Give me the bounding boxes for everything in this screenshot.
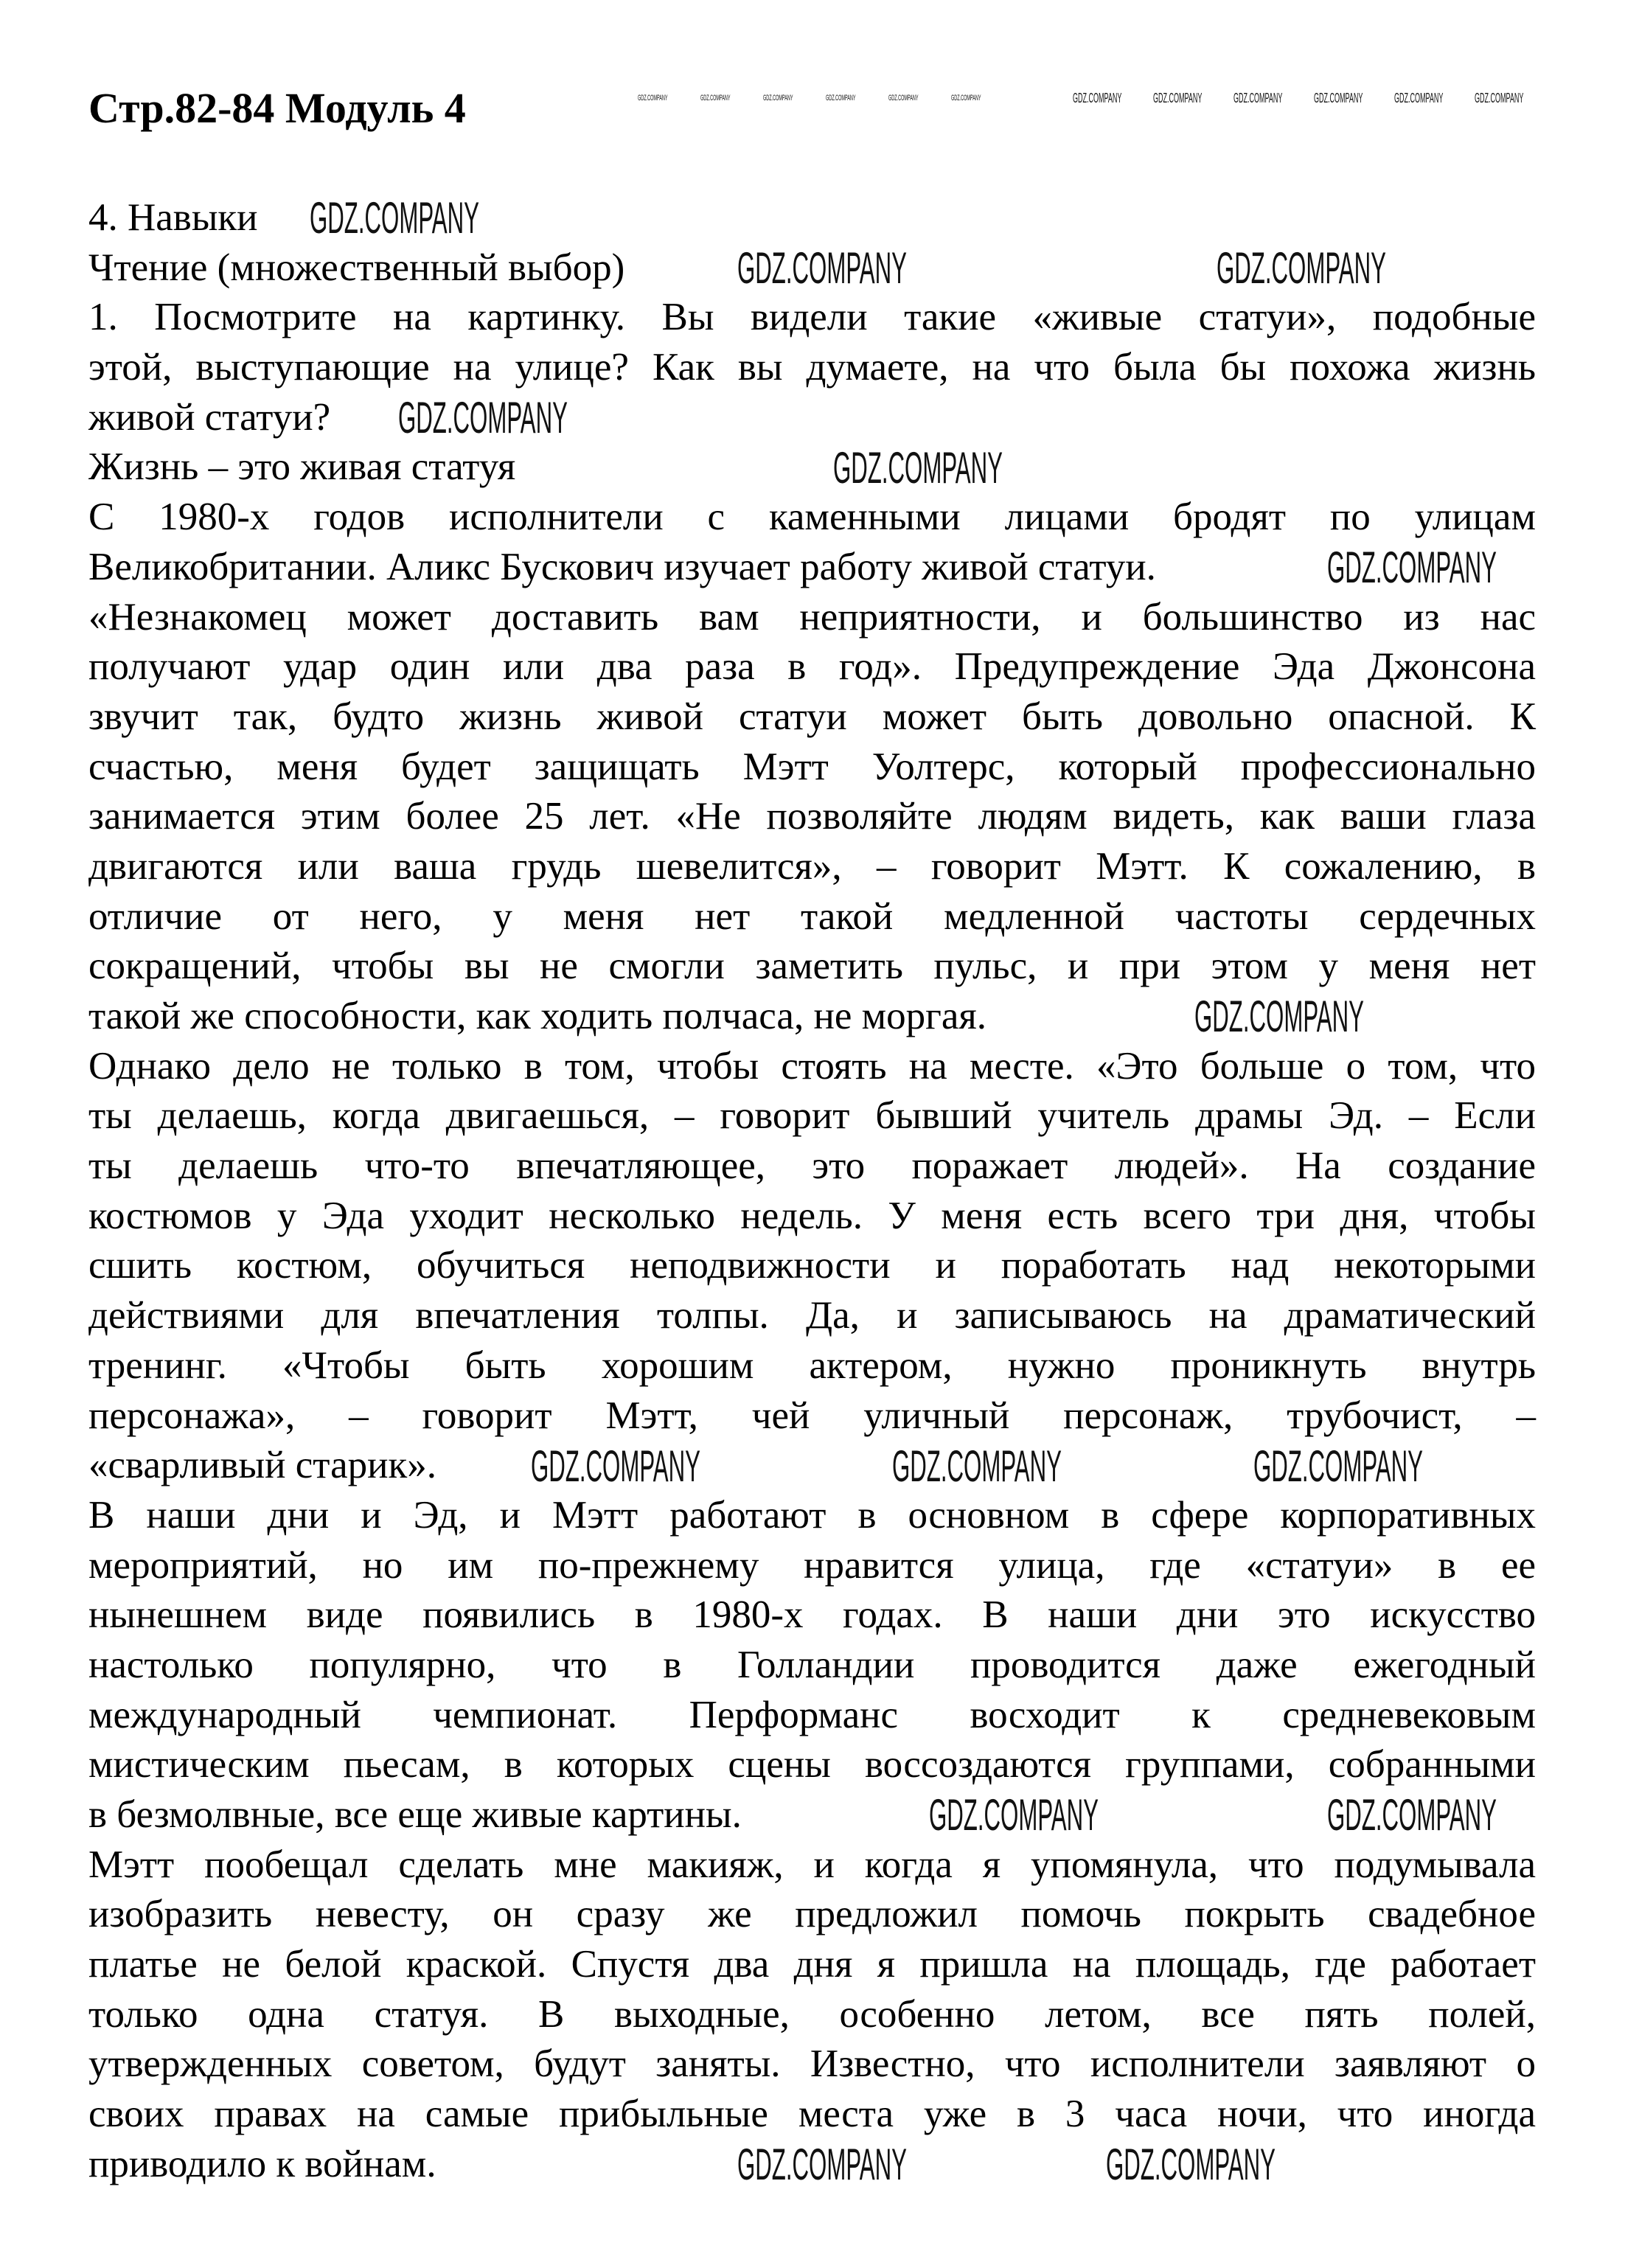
text-line: такой же способности, как ходить полчаса, не моргая. xyxy=(88,995,987,1037)
watermark-logo: GDZ.COMPANY xyxy=(951,94,981,102)
paragraph xyxy=(88,193,1536,243)
watermark-logo: GDZ.COMPANY xyxy=(1217,243,1386,293)
watermark-logo: GDZ.COMPANY xyxy=(1253,1441,1423,1491)
text-line: приводило к войнам. xyxy=(88,2142,436,2185)
text-line: В наши дни и Эд, и Мэтт работают в основном в сфере корпоративных xyxy=(88,1493,1536,1537)
text-line: своих правах на самые прибыльные места уже в 3 часа ночи, что иногда xyxy=(88,2093,1536,2136)
watermark-logo: GDZ.COMPANY xyxy=(310,193,479,243)
watermark-logo: GDZ.COMPANY xyxy=(1153,91,1203,105)
watermark-logo: GDZ.COMPANY xyxy=(929,1790,1099,1840)
text-line: Великобритании. Аликс Бускович изучает работу живой статуи. xyxy=(88,545,1156,588)
watermark-logo: GDZ.COMPANY xyxy=(1475,91,1524,105)
paragraph xyxy=(88,1840,1536,2190)
watermark-logo: GDZ.COMPANY xyxy=(1194,992,1364,1042)
watermark-logo: GDZ.COMPANY xyxy=(531,1441,700,1491)
watermark-logo: GDZ.COMPANY xyxy=(398,392,568,442)
text-line: международный чемпионат. Перформанс восходит к средневековым xyxy=(88,1693,1536,1736)
text-line: костюмов у Эда уходит несколько недель. У меня есть всего три дня, чтобы xyxy=(88,1194,1536,1237)
text-line: занимается этим более 25 лет. «Не позволяйте людям видеть, как ваши глаза xyxy=(88,795,1536,838)
text-line: 4. Навыки xyxy=(88,196,258,239)
watermark-logo: GDZ.COMPANY xyxy=(833,442,1003,493)
text-line: «сварливый старик». xyxy=(88,1444,436,1487)
watermark-logo: GDZ.COMPANY xyxy=(1327,1790,1497,1840)
text-line: в безмолвные, все еще живые картины. xyxy=(88,1793,742,1836)
document-body xyxy=(88,193,1536,2190)
text-line: нынешнем виде появились в 1980-х годах. В наши дни это искусство xyxy=(88,1593,1536,1637)
text-line: персонажа», – говорит Мэтт, чей уличный персонаж, трубочист, – xyxy=(88,1394,1536,1437)
paragraph xyxy=(88,1042,1536,1491)
watermark-logo: GDZ.COMPANY xyxy=(888,94,919,102)
watermark-logo: GDZ.COMPANY xyxy=(826,94,856,102)
text-line: звучит так, будто жизнь живой статуи может быть довольно опасной. К xyxy=(88,695,1536,738)
text-line: двигаются или ваша грудь шевелится», – говорит Мэтт. К сожалению, в xyxy=(88,844,1536,888)
watermark-logo: GDZ.COMPANY xyxy=(1073,91,1122,105)
paragraph xyxy=(88,243,1536,293)
paragraph xyxy=(88,1491,1536,1840)
text-line: утвержденных советом, будут заняты. Известно, что исполнители заявляют о xyxy=(88,2042,1536,2086)
text-line: изобразить невесту, он сразу же предложил помочь покрыть свадебное xyxy=(88,1893,1536,1936)
watermark-logo: GDZ.COMPANY xyxy=(1106,2140,1276,2190)
text-line: ты делаешь, когда двигаешься, – говорит бывший учитель драмы Эд. – Если xyxy=(88,1094,1536,1138)
page-title: Стр.82-84 Модуль 4 xyxy=(88,84,466,132)
text-line: Чтение (множественный выбор) xyxy=(88,246,625,289)
watermark-logo: GDZ.COMPANY xyxy=(737,2140,907,2190)
text-line: действиями для впечатления толпы. Да, и записываюсь на драматический xyxy=(88,1294,1536,1338)
text-line: тренинг. «Чтобы быть хорошим актером, нужно проникнуть внутрь xyxy=(88,1343,1536,1387)
text-line: отличие от него, у меня нет такой медленной частоты сердечных xyxy=(88,894,1536,938)
text-line: только одна статуя. В выходные, особенно летом, все пять полей, xyxy=(88,1992,1536,2036)
text-line: платье не белой краской. Спустя два дня я пришла на площадь, где работает xyxy=(88,1943,1536,1986)
watermark-logo: GDZ.COMPANY xyxy=(638,94,668,102)
paragraph xyxy=(88,593,1536,1042)
text-line: ты делаешь что-то впечатляющее, это поражает людей». На создание xyxy=(88,1144,1536,1188)
watermark-logo: GDZ.COMPANY xyxy=(892,1441,1062,1491)
text-line: 1. Посмотрите на картинку. Вы видели такие «живые статуи», подобные xyxy=(88,296,1536,339)
text-line: живой статуи? xyxy=(88,395,331,439)
text-line: С 1980-х годов исполнители с каменными лицами бродят по улицам xyxy=(88,495,1536,539)
watermark-logo: GDZ.COMPANY xyxy=(1233,91,1283,105)
text-line: сшить костюм, обучиться неподвижности и поработать над некоторыми xyxy=(88,1244,1536,1287)
text-line: сокращений, чтобы вы не смогли заметить пульс, и при этом у меня нет xyxy=(88,945,1536,988)
text-line: Жизнь – это живая статуя xyxy=(88,445,516,489)
paragraph xyxy=(88,442,1536,493)
text-line: получают удар один или два раза в год». Предупреждение Эда Джонсона xyxy=(88,645,1536,689)
text-line: мероприятий, но им по-прежнему нравится улица, где «статуи» в ее xyxy=(88,1543,1536,1587)
watermark-logo: GDZ.COMPANY xyxy=(763,94,793,102)
text-line: «Незнакомец может доставить вам неприятности, и большинство из нас xyxy=(88,595,1536,639)
paragraph xyxy=(88,493,1536,592)
watermark-logo: GDZ.COMPANY xyxy=(737,243,907,293)
text-line: этой, выступающие на улице? Как вы думаете, на что была бы похожа жизнь xyxy=(88,346,1536,389)
text-line: Однако дело не только в том, чтобы стоять на месте. «Это больше о том, что xyxy=(88,1044,1536,1088)
watermark-logo: GDZ.COMPANY xyxy=(1314,91,1363,105)
text-line: счастью, меня будет защищать Мэтт Уолтерс, который профессионально xyxy=(88,745,1536,788)
watermark-logo: GDZ.COMPANY xyxy=(1394,91,1444,105)
text-line: мистическим пьесам, в которых сцены воссоздаются группами, собранными xyxy=(88,1743,1536,1787)
watermark-logo: GDZ.COMPANY xyxy=(1327,542,1497,592)
paragraph xyxy=(88,293,1536,442)
text-line: Мэтт пообещал сделать мне макияж, и когда я упомянула, что подумывала xyxy=(88,1843,1536,1886)
text-line: настолько популярно, что в Голландии проводится даже ежегодный xyxy=(88,1643,1536,1686)
watermark-logo: GDZ.COMPANY xyxy=(700,94,731,102)
